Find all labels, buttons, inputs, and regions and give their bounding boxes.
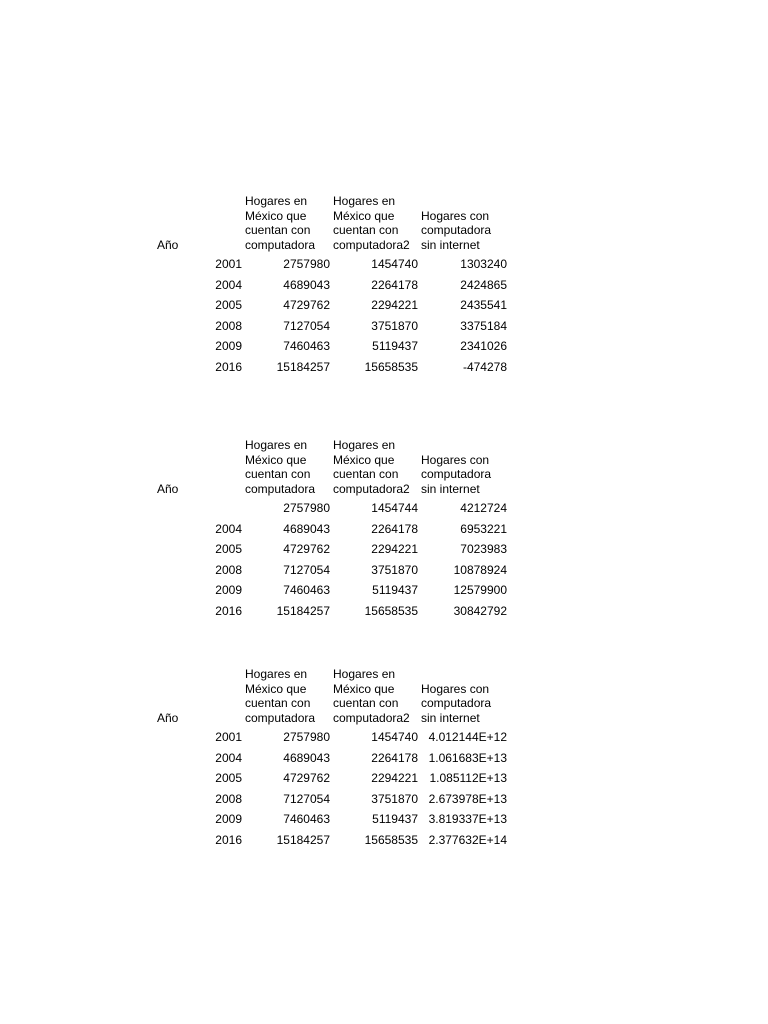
header-line: México que — [333, 452, 395, 467]
cell-col3: 10878924 — [453, 562, 507, 577]
cell-col1: 7460463 — [283, 339, 330, 353]
cell-col3: 4.012144E+12 — [428, 730, 507, 744]
cell-year: 2001 — [215, 257, 242, 271]
cell-col3: 1.061683E+13 — [428, 750, 507, 765]
table-row — [0, 336, 768, 356]
cell-col1: 15184257 — [276, 359, 330, 374]
table-row — [0, 830, 768, 850]
header-line: México que — [333, 681, 395, 696]
cell-year: 2009 — [215, 583, 242, 597]
cell-col3: 6953221 — [460, 521, 507, 536]
header-line: computadora — [245, 481, 316, 496]
cell-col3: 1.085112E+13 — [429, 771, 507, 785]
cell-col1: 4689043 — [283, 750, 330, 765]
header-col3 — [421, 209, 491, 253]
cell-col1: 2757980 — [283, 730, 330, 744]
header-line: Hogares con — [421, 681, 490, 696]
header-line: Hogares en — [245, 438, 308, 452]
header-line: computadora — [245, 237, 316, 252]
cell-year: 2009 — [215, 812, 242, 826]
cell-col1: 4729762 — [283, 298, 330, 312]
cell-col2: 2264178 — [371, 521, 418, 536]
header-line: cuentan con — [333, 696, 399, 710]
header-line: computadora — [421, 223, 492, 237]
header-line: computadora2 — [333, 481, 410, 496]
header-year: Año — [157, 710, 179, 725]
cell-year: 2016 — [215, 359, 242, 374]
cell-col2: 1454740 — [371, 730, 418, 744]
cell-col3: 7023983 — [460, 542, 507, 556]
cell-year: 2008 — [215, 791, 242, 806]
header-line: Hogares en — [245, 194, 308, 208]
table-row — [0, 748, 768, 768]
cell-col1: 15184257 — [276, 832, 330, 847]
header-line: cuentan con — [245, 223, 311, 237]
cell-col1: 7127054 — [283, 562, 330, 577]
cell-col2: 2264178 — [371, 277, 418, 292]
header-line: computadora — [245, 710, 316, 725]
cell-col1: 4689043 — [283, 521, 330, 536]
cell-year: 2005 — [215, 298, 242, 312]
header-line: cuentan con — [333, 223, 399, 237]
header-line: México que — [245, 208, 307, 223]
cell-col1: 7127054 — [283, 791, 330, 806]
table-row — [0, 580, 768, 600]
table-row — [0, 727, 768, 747]
cell-col2: 5119437 — [372, 812, 418, 826]
cell-col3: 2.377632E+14 — [428, 832, 507, 847]
header-col3 — [421, 682, 491, 726]
cell-col2: 5119437 — [372, 583, 418, 597]
header-line: Hogares con — [421, 452, 490, 467]
cell-year: 2004 — [215, 750, 242, 765]
header-line: México que — [245, 452, 307, 467]
cell-col3: 2424865 — [460, 277, 507, 292]
cell-col2: 3751870 — [371, 562, 418, 577]
header-line: sin internet — [421, 237, 480, 252]
cell-col3: 2435541 — [460, 298, 507, 312]
cell-col3: 4212724 — [460, 501, 507, 515]
table-row — [0, 601, 768, 621]
header-line: México que — [333, 208, 395, 223]
cell-year: 2009 — [215, 339, 242, 353]
cell-year: 2008 — [215, 562, 242, 577]
header-line: sin internet — [421, 710, 480, 725]
cell-col3: 3375184 — [460, 318, 507, 333]
table-row — [0, 254, 768, 274]
header-line: Hogares con — [421, 208, 490, 223]
header-col3 — [421, 453, 491, 497]
header-line: cuentan con — [245, 696, 311, 710]
cell-col2: 15658535 — [364, 359, 418, 374]
cell-col3: 3.819337E+13 — [428, 812, 507, 826]
table-row — [0, 316, 768, 336]
header-col1 — [245, 194, 315, 252]
header-line: computadora — [421, 467, 492, 481]
header-col2 — [333, 667, 410, 725]
table-row — [0, 539, 768, 559]
table-row — [0, 357, 768, 377]
cell-col2: 2294221 — [371, 771, 418, 785]
cell-col2: 5119437 — [372, 339, 418, 353]
cell-year: 2016 — [215, 832, 242, 847]
header-year: Año — [157, 481, 179, 496]
table-row — [0, 498, 768, 518]
cell-col2: 2294221 — [371, 542, 418, 556]
cell-col1: 4689043 — [283, 277, 330, 292]
header-line: cuentan con — [245, 467, 311, 481]
header-line: computadora2 — [333, 237, 410, 252]
cell-col1: 4729762 — [283, 542, 330, 556]
cell-year: 2008 — [215, 318, 242, 333]
cell-col2: 3751870 — [371, 791, 418, 806]
cell-col1: 7460463 — [283, 583, 330, 597]
cell-col3: 12579900 — [453, 583, 507, 597]
header-line: Hogares en — [333, 194, 396, 208]
header-line: cuentan con — [333, 467, 399, 481]
cell-col1: 2757980 — [283, 501, 330, 515]
table-row — [0, 768, 768, 788]
cell-col2: 3751870 — [371, 318, 418, 333]
header-line: Hogares en — [333, 667, 396, 681]
cell-col1: 15184257 — [276, 603, 330, 618]
header-col2 — [333, 438, 410, 496]
header-line: computadora — [421, 696, 492, 710]
cell-col3: -474278 — [462, 359, 507, 374]
cell-year: 2004 — [215, 521, 242, 536]
cell-col2: 2294221 — [371, 298, 418, 312]
header-col1 — [245, 667, 315, 725]
cell-col3: 2.673978E+13 — [428, 791, 507, 806]
cell-col3: 2341026 — [460, 339, 507, 353]
header-col1 — [245, 438, 315, 496]
cell-col2: 1454744 — [371, 501, 418, 515]
header-line: Hogares en — [333, 438, 396, 452]
cell-year: 2005 — [215, 771, 242, 785]
cell-col1: 2757980 — [283, 257, 330, 271]
table-row — [0, 275, 768, 295]
cell-col2: 15658535 — [364, 603, 418, 618]
header-line: computadora2 — [333, 710, 410, 725]
header-line: México que — [245, 681, 307, 696]
table-row — [0, 295, 768, 315]
cell-col2: 1454740 — [371, 257, 418, 271]
table-row — [0, 519, 768, 539]
header-line: Hogares en — [245, 667, 308, 681]
cell-year: 2016 — [215, 603, 242, 618]
cell-col1: 7127054 — [283, 318, 330, 333]
cell-col3: 1303240 — [460, 257, 507, 271]
cell-col3: 30842792 — [453, 603, 507, 618]
table-row — [0, 560, 768, 580]
cell-col1: 4729762 — [283, 771, 330, 785]
cell-year: 2005 — [215, 542, 242, 556]
header-line: sin internet — [421, 481, 480, 496]
cell-year: 2001 — [215, 730, 242, 744]
table-row — [0, 789, 768, 809]
cell-col2: 2264178 — [371, 750, 418, 765]
header-year: Año — [157, 237, 179, 252]
table-row — [0, 809, 768, 829]
header-col2 — [333, 194, 410, 252]
cell-col2: 15658535 — [364, 832, 418, 847]
cell-year: 2004 — [215, 277, 242, 292]
cell-col1: 7460463 — [283, 812, 330, 826]
